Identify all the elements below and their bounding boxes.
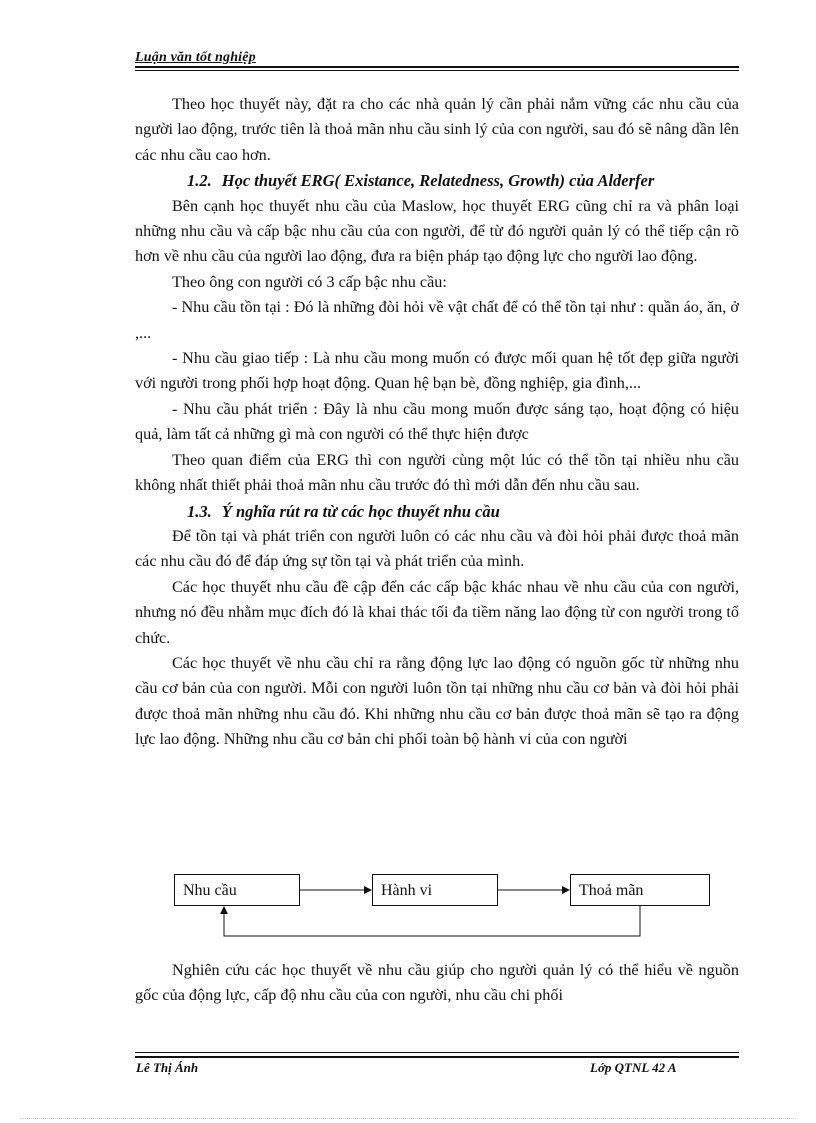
- box-satisfaction: Thoả mãn: [570, 874, 710, 906]
- section-title: Học thuyết ERG( Existance, Relatedness, Growth) của Alderfer: [221, 171, 655, 191]
- page-edge-dots: [20, 1118, 796, 1119]
- paragraph-8: Để tồn tại và phát triển con người luôn có các nhu cầu và đòi hỏi phải được thoả mãn các nhu cầu đó để đáp ứng sự tồn tại và phát triển của mình.: [135, 526, 739, 571]
- paragraph-3: Theo ông con người có 3 cấp bậc nhu cầu:: [172, 272, 447, 291]
- header-rule-thick: [135, 66, 739, 68]
- footer-rule-thick: [135, 1056, 739, 1058]
- paragraph-1: Theo học thuyết này, đặt ra cho các nhà quản lý cần phải nắm vững các nhu cầu của người lao động, trước tiên là thoả mãn nhu cầu sinh lý của con người, sau đó sẽ nâng dần lên các nhu cầu cao hơn.: [135, 95, 739, 164]
- paragraph-7: Theo quan điểm của ERG thì con người cùng một lúc có thể tồn tại nhiều nhu cầu không nhất thiết phải thoả mãn nhu cầu trước đó thì mới dẫn đến nhu cầu sau.: [135, 450, 739, 495]
- document-body: [135, 92, 739, 753]
- page-header: [135, 48, 739, 66]
- section-heading-1-3: [135, 499, 739, 524]
- section-heading-1-2: [135, 168, 739, 193]
- needs-behavior-diagram: [150, 870, 720, 942]
- section-title: Ý nghĩa rút ra từ các học thuyết nhu cầu: [221, 501, 500, 521]
- box-behavior: Hành vi: [372, 874, 498, 906]
- footer-rule-thin: [135, 1052, 739, 1053]
- paragraph-9: Các học thuyết nhu cầu đề cập đến các cấp bậc khác nhau về nhu cầu của con người, nhưng nó đều nhằm mục đích đó là khai thác tối đa tiềm năng lao động từ con người trong tổ chức.: [135, 577, 739, 647]
- section-number: 1.3.: [187, 501, 212, 521]
- header-title: Luận văn tốt nghiệp: [135, 50, 256, 65]
- footer-class: Lớp QTNL 42 A: [590, 1060, 677, 1075]
- section-number: 1.2.: [187, 171, 212, 191]
- arrow-feedback-loop: [224, 906, 640, 936]
- paragraph-6: - Nhu cầu phát triển : Đây là nhu cầu mong muốn được sáng tạo, hoạt động có hiệu quả, làm tất cả những gì mà con người có thể thực hiện được: [135, 399, 739, 444]
- box-needs: Nhu cầu: [174, 874, 300, 906]
- header-rule-thin: [135, 70, 739, 71]
- closing-text: [135, 958, 739, 1009]
- paragraph-10: Các học thuyết về nhu cầu chỉ ra rằng động lực lao động có nguồn gốc từ những nhu cầu cơ bản của con người. Mỗi con người luôn tồn tại những nhu cầu cơ bản và đòi hỏi phải được thoả mãn những nhu cầu đó. Khi những nhu cầu cơ bản được thoả mãn sẽ tạo ra động lực lao động. Những nhu cầu cơ bản chi phối toàn bộ hành vi của con người: [135, 653, 739, 749]
- paragraph-2: Bên cạnh học thuyết nhu cầu của Maslow, học thuyết ERG cũng chỉ ra và phân loại những nhu cầu và cấp bậc nhu cầu của con người, để từ đó người quản lý có thể tiếp cận rõ hơn về nhu cầu của người lao động, đưa ra biện pháp tạo động lực cho người lao động.: [135, 196, 739, 266]
- footer-author: Lê Thị Ánh: [136, 1060, 199, 1075]
- paragraph-5: - Nhu cầu giao tiếp : Là nhu cầu mong muốn có được mối quan hệ tốt đẹp giữa người với người trong phối hợp hoạt động. Quan hệ bạn bè, đồng nghiệp, gia đình,...: [135, 349, 739, 393]
- paragraph-4: - Nhu cầu tồn tại : Đó là những đòi hỏi về vật chất để có thể tồn tại như : quần áo, ăn, ở ,...: [135, 298, 739, 342]
- paragraph-11: Nghiên cứu các học thuyết về nhu cầu giúp cho người quản lý có thể hiểu về nguồn gốc của động lực, cấp độ nhu cầu của con người, nhu cầu chi phối: [135, 961, 739, 1005]
